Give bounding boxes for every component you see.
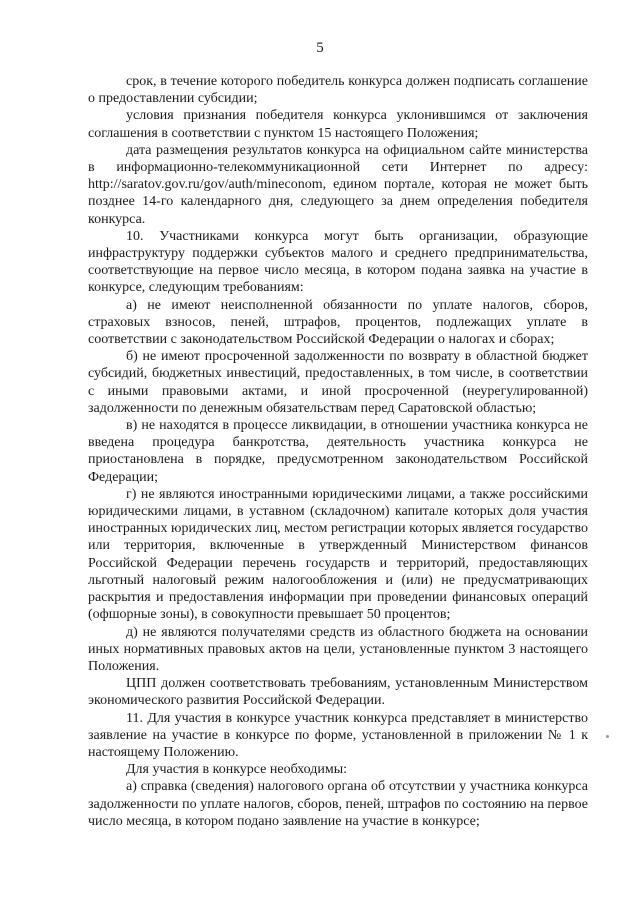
paragraph-evasion-conditions: условия признания победителя конкурса уклонившимся от заключения соглашения в соответствии с пунктом 15 настоящего Положения; bbox=[88, 108, 588, 141]
paragraph-deadline-signing: срок, в течение которого победитель конкурса должен подписать соглашение о предоставлении субсидии; bbox=[88, 74, 588, 107]
paragraph-item-10-participants: 10. Участниками конкурса могут быть организации, образующие инфраструктуру поддержки субъектов малого и среднего предпринимательства, соответствующие на первое число месяца, в котором подана заявка на участие в конкурсе, следующим требованиям: bbox=[88, 228, 588, 296]
scan-dot bbox=[606, 735, 609, 738]
paragraph-requirement-b: б) не имеют просроченной задолженности по возврату в областной бюджет субсидий, бюджетных инвестиций, предоставленных, в том числе, в соответствии с иными правовыми актами, и иной просроченной (неурегулированной) задолженности по денежным обязательствам перед Саратовской областью; bbox=[88, 349, 588, 416]
page-number: 5 bbox=[316, 40, 324, 56]
paragraph-requirement-d: д) не являются получателями средств из областного бюджета на основании иных нормативных правовых актов на цели, установленные пунктом 3 настоящего Положения. bbox=[88, 624, 588, 674]
paragraph-document-a-tax-certificate: а) справка (сведения) налогового органа об отсутствии у участника конкурса задолженности по уплате налогов, сборов, пеней, штрафов по состоянию на первое число месяца, в котором подано заявление на участие в конкурсе; bbox=[88, 779, 588, 829]
paragraph-results-publication-date: дата размещения результатов конкурса на официальном сайте министерства в информационно-телекоммуникационной сети Интернет по адресу: http://saratov.gov.ru/gov/auth/mineconom, едином портале, которая не может быть позднее 14-го календарного дня, следующего за днем определения победителя конкурса. bbox=[88, 142, 588, 227]
paragraph-requirement-g: г) не являются иностранными юридическими лицами, а также российскими юридическими лицами, в уставном (складочном) капитале которых доля участия иностранных юридических лиц, местом регистрации которых является государство или территория, включенные в утвержденный Министерством финансов Российской Федерации перечень государств и территорий, предоставляющих льготный налоговый режим налогообложения и (или) не предусматривающих раскрытия и предоставления информации при проведении финансовых операций (офшорные зоны), в совокупности превышает 50 процентов; bbox=[88, 486, 588, 623]
paragraph-requirement-v: в) не находятся в процессе ликвидации, в отношении участника конкурса не введена процедура банкротства, деятельность участника конкурса не приостановлена в порядке, предусмотренном законодательством Российской Федерации; bbox=[88, 418, 588, 485]
paragraph-cpp-requirements: ЦПП должен соответствовать требованиям, установленным Министерством экономического развития Российской Федерации. bbox=[88, 676, 588, 709]
paragraph-item-11-application: 11. Для участия в конкурсе участник конкурса представляет в министерство заявление на участие в конкурсе по форме, установленной в приложении № 1 к настоящему Положению. bbox=[88, 710, 588, 760]
document-body bbox=[88, 73, 588, 830]
paragraph-required-documents-intro: Для участия в конкурсе необходимы: bbox=[126, 762, 348, 778]
paragraph-requirement-a: а) не имеют неисполненной обязанности по уплате налогов, сборов, страховых взносов, пеней, штрафов, процентов, подлежащих уплате в соответствии с законодательством Российской Федерации о налогах и сборах; bbox=[88, 297, 588, 348]
